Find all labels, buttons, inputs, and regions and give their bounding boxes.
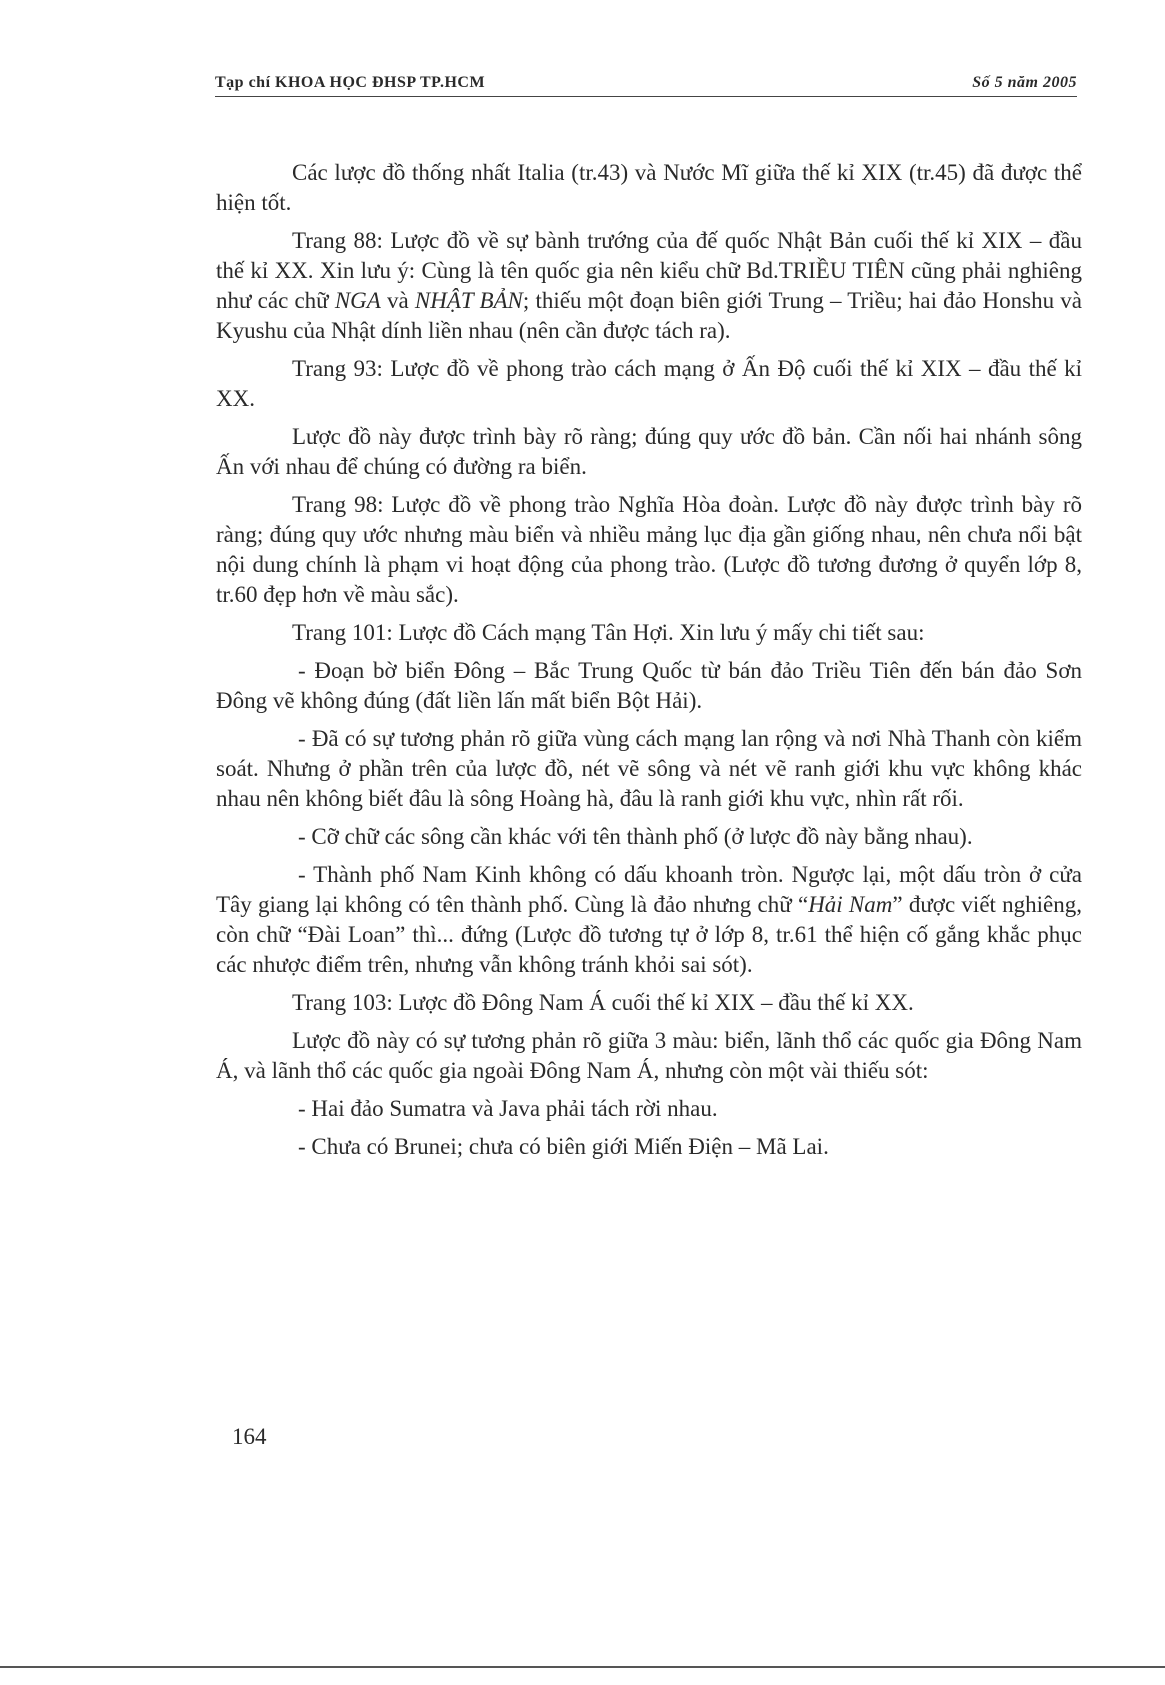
text-run: Trang 88: Lược đồ về sự bành trướng của đế quốc Nhật Bản cuối thế kỉ XIX – đầu thế kỉ XX. Xin lưu ý: Cùng là tên quốc gia nên kiểu chữ Bd.TRIỀU TIÊN cũng phải nghiêng như các chữ [216,228,1082,313]
italic-text: NGA [334,288,381,313]
text-run: ” được viết nghiêng, còn chữ “Đài Loan” thì... đứng (Lược đồ tương tự ở lớp 8, tr.61 thể hiện cố gắng khắc phục các nhược điểm trên, nhưng vẫn không tránh khỏi sai sót). [216,892,1083,977]
paragraph [216,226,1082,346]
paragraph: Trang 98: Lược đồ về phong trào Nghĩa Hòa đoàn. Lược đồ này được trình bày rõ ràng; đúng quy ước nhưng màu biển và nhiều mảng lục địa gần giống nhau, nên chưa nổi bật nội dung chính là phạm vi hoạt động của phong trào. (Lược đồ tương đương ở quyển lớp 8, tr.60 đẹp hơn về màu sắc). [216,492,1082,607]
bullet-paragraph [216,860,1082,980]
paragraph: Trang 103: Lược đồ Đông Nam Á cuối thế kỉ XIX – đầu thế kỉ XX. [292,990,914,1015]
bottom-divider [0,1666,1165,1668]
paragraph: Trang 101: Lược đồ Cách mạng Tân Hợi. Xin lưu ý mấy chi tiết sau: [292,620,925,645]
article-body [216,158,1082,1170]
text-run: ; thiếu một đoạn biên giới Trung – Triều; hai đảo Honshu và Kyushu của Nhật dính liền nhau (nên cần được tách ra). [216,288,1082,343]
paragraph: Các lược đồ thống nhất Italia (tr.43) và Nước Mĩ giữa thế kỉ XIX (tr.45) đã được thể hiện tốt. [216,160,1082,215]
italic-text: Hải Nam [808,892,893,917]
bullet-paragraph: - Cỡ chữ các sông cần khác với tên thành phố (ở lược đồ này bằng nhau). [298,824,973,849]
page-number: 164 [232,1424,267,1449]
text-run: - Thành phố Nam Kinh không có dấu khoanh tròn. Ngược lại, một dấu tròn ở cửa Tây giang lại không có tên thành phố. Cùng là đảo nhưng chữ “ [216,862,1082,917]
issue-label: Số 5 năm 2005 [972,74,1077,91]
italic-text: NHẬT BẢN [414,288,523,313]
paragraph: Trang 93: Lược đồ về phong trào cách mạng ở Ấn Độ cuối thế kỉ XIX – đầu thế kỉ XX. [216,356,1082,411]
bullet-paragraph: - Chưa có Brunei; chưa có biên giới Miến Điện – Mã Lai. [298,1134,829,1159]
bullet-paragraph: - Hai đảo Sumatra và Java phải tách rời nhau. [298,1096,718,1121]
running-header [215,68,1077,97]
text-run: và [380,288,415,313]
paragraph: Lược đồ này được trình bày rõ ràng; đúng quy ước đồ bản. Cần nối hai nhánh sông Ấn với nhau để chúng có đường ra biển. [216,424,1082,479]
journal-title: Tạp chí KHOA HỌC ĐHSP TP.HCM [215,74,486,91]
bullet-paragraph: - Đã có sự tương phản rõ giữa vùng cách mạng lan rộng và nơi Nhà Thanh còn kiểm soát. Nhưng ở phần trên của lược đồ, nét vẽ sông và nét vẽ ranh giới khu vực không khác nhau nên không biết đâu là sông Hoàng hà, đâu là ranh giới khu vực, nhìn rất rối. [216,726,1082,811]
bullet-paragraph: - Đoạn bờ biển Đông – Bắc Trung Quốc từ bán đảo Triều Tiên đến bán đảo Sơn Đông vẽ không đúng (đất liền lấn mất biển Bột Hải). [216,658,1082,713]
paragraph: Lược đồ này có sự tương phản rõ giữa 3 màu: biển, lãnh thổ các quốc gia Đông Nam Á, và lãnh thổ các quốc gia ngoài Đông Nam Á, nhưng còn một vài thiếu sót: [216,1028,1082,1083]
